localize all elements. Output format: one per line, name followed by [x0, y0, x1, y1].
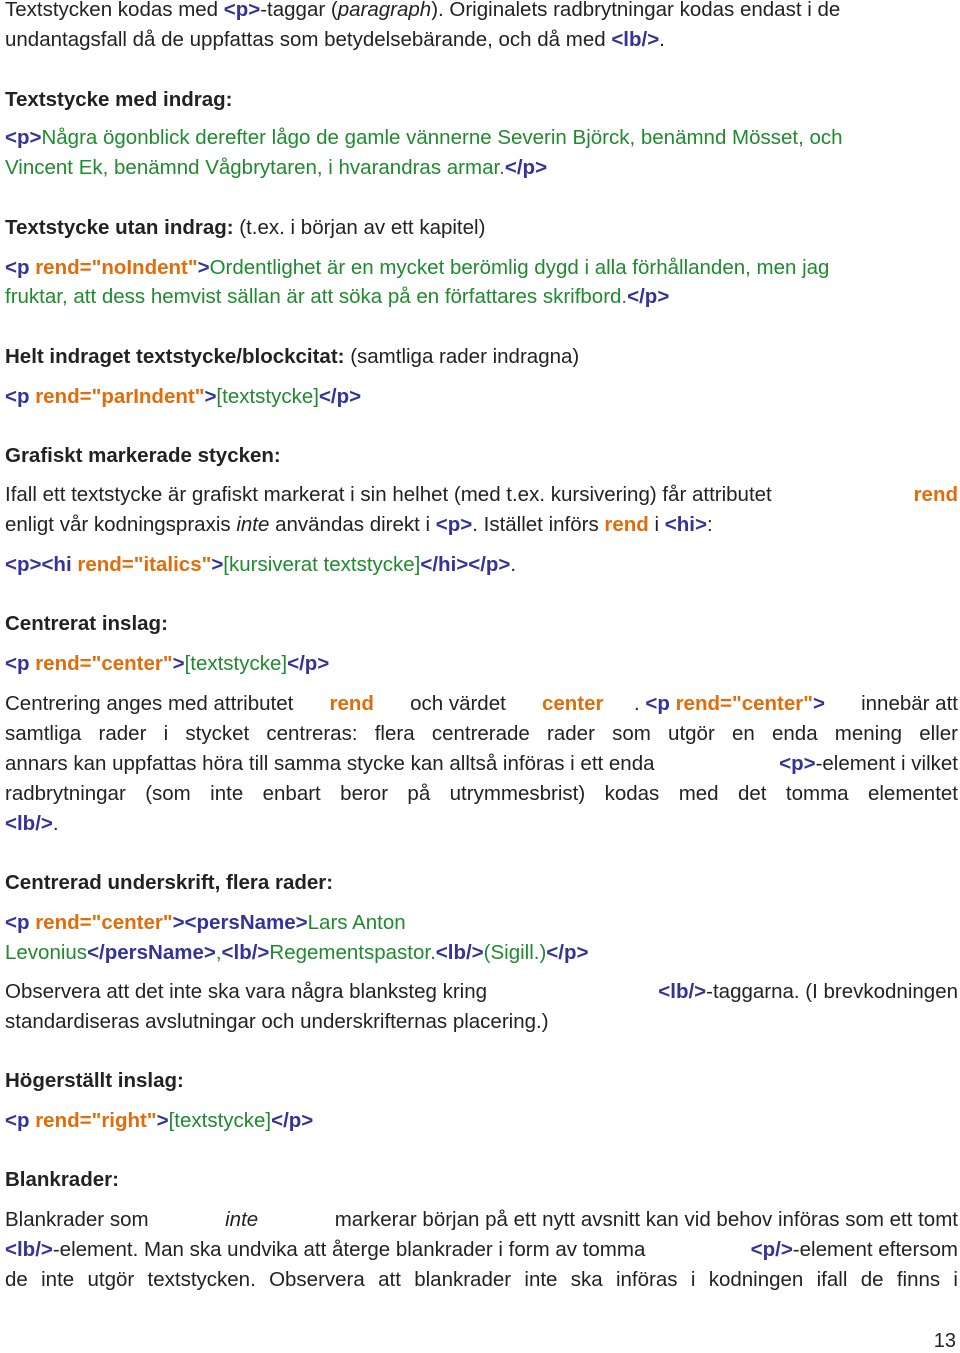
graphic-text-line-1: Ifall ett textstycke är grafiskt markerat i sin helhet (med t.ex. kursivering) får attributet rend [5, 483, 958, 506]
heading-graphically-marked: Grafiskt markerade stycken: [5, 444, 281, 467]
center-text-line-5: <lb/>. [5, 812, 59, 835]
code-example-indented-1: <p>Några ögonblick derefter lågo de gamle vännerne Severin Björck, benämnd Mösset, och [5, 126, 843, 149]
intro-line-2: undantagsfall då de uppfattas som betydelsebärande, och då med <lb/>. [5, 28, 665, 51]
heading-right-aligned: Högerställt inslag: [5, 1069, 184, 1092]
center-text-line-1: Centrering anges med attributet rend och värdet center . <p rend="center"> innebär att [5, 692, 958, 715]
signature-text-line-1: Observera att det inte ska vara några blanksteg kring <lb/>-taggarna. (I brevkodningen [5, 980, 958, 1003]
code-example-parindent: <p rend="parIndent">[textstycke]</p> [5, 385, 362, 408]
code-example-noindent-2: fruktar, att dess hemvist sällan är att söka på en författares skrifbord.</p> [5, 285, 670, 308]
center-text-line-3: annars kan uppfattas höra till samma stycke kan alltså införas i ett enda <p>-element i vilket [5, 752, 958, 775]
code-example-right: <p rend="right">[textstycke]</p> [5, 1109, 314, 1132]
heading-no-indent: Textstycke utan indrag: (t.ex. i början av ett kapitel) [5, 216, 486, 239]
heading-indented-paragraph: Textstycke med indrag: [5, 88, 233, 111]
heading-centered: Centrerat inslag: [5, 612, 168, 635]
graphic-text-line-2: enligt vår kodningspraxis inte användas direkt i <p>. Istället införs rend i <hi>: [5, 513, 713, 536]
center-text-line-4: radbrytningar (som inte enbart beror på utrymmesbrist) kodas med det tomma elementet [5, 782, 958, 805]
blank-text-line-2: <lb/>-element. Man ska undvika att återge blankrader i form av tomma <p/>-element eftersom [5, 1238, 958, 1261]
code-example-italics: <p><hi rend="italics">[kursiverat textstycke]</hi></p>. [5, 553, 517, 576]
code-example-signature-2: Levonius</persName>,<lb/>Regementspastor.<lb/>(Sigill.)</p> [5, 941, 589, 964]
intro-line-1: Textstycken kodas med <p>-taggar (paragraph). Originalets radbrytningar kodas endast i de [5, 0, 841, 21]
signature-text-line-2: standardiseras avslutningar och underskrifternas placering.) [5, 1010, 549, 1033]
blank-text-line-1: Blankrader som inte markerar början på ett nytt avsnitt kan vid behov införas som ett tomt [5, 1208, 958, 1231]
page-number: 13 [933, 1330, 956, 1352]
code-example-center: <p rend="center">[textstycke]</p> [5, 652, 330, 675]
code-example-indented-2: Vincent Ek, benämnd Vågbrytaren, i hvarandras armar.</p> [5, 156, 548, 179]
blank-text-line-3: de inte utgör textstycken. Observera att blankrader inte ska införas i kodningen ifall de finns i [5, 1268, 958, 1291]
heading-blank-lines: Blankrader: [5, 1168, 119, 1191]
heading-centered-signature: Centrerad underskrift, flera rader: [5, 871, 334, 894]
code-example-noindent-1: <p rend="noIndent">Ordentlighet är en mycket berömlig dygd i alla förhållanden, men jag [5, 256, 830, 279]
heading-block-quote: Helt indraget textstycke/blockcitat: (samtliga rader indragna) [5, 345, 580, 368]
center-text-line-2: samtliga rader i stycket centreras: flera centrerade rader som utgör en enda mening eller [5, 722, 958, 745]
code-example-signature-1: <p rend="center"><persName>Lars Anton [5, 911, 406, 934]
